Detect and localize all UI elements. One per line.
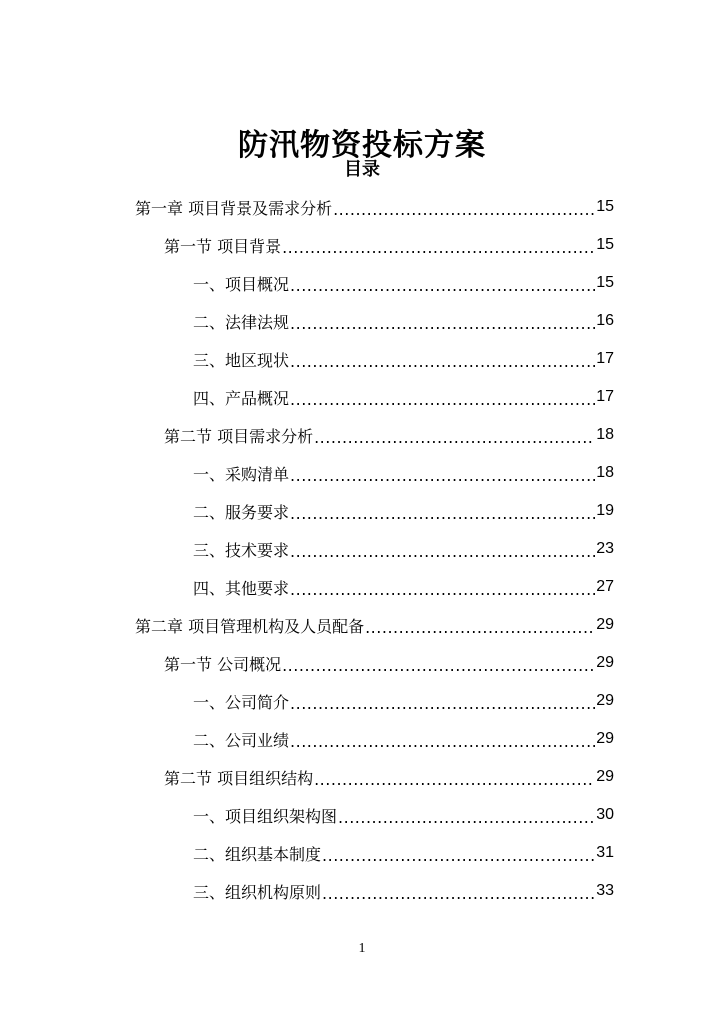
toc-entry[interactable]: [0, 492, 724, 530]
document-title: 防汛物资投标方案: [238, 128, 486, 164]
toc-entry[interactable]: [0, 682, 724, 720]
dot-leader: [322, 846, 595, 865]
dot-leader: [314, 428, 595, 447]
toc-entry-label: 二、服务要求: [193, 502, 290, 522]
table-of-contents: [0, 188, 724, 910]
toc-entry-label: 三、技术要求: [193, 540, 290, 560]
toc-entry-label: 三、组织机构原则: [193, 882, 322, 902]
toc-entry-label: 一、项目组织架构图: [193, 806, 338, 826]
toc-entry-page: 29: [596, 768, 614, 785]
toc-heading: 目录: [344, 159, 380, 180]
toc-entry[interactable]: [0, 644, 724, 682]
toc-entry[interactable]: [0, 416, 724, 454]
toc-entry[interactable]: [0, 302, 724, 340]
dot-leader: [365, 618, 595, 637]
toc-entry-page: 18: [596, 426, 614, 443]
toc-entry[interactable]: [0, 530, 724, 568]
dot-leader: [290, 732, 595, 751]
toc-entry-page: 15: [596, 236, 614, 253]
toc-entry-page: 15: [596, 274, 614, 291]
dot-leader: [314, 770, 595, 789]
dot-leader: [290, 542, 595, 561]
toc-entry-label: 四、产品概况: [193, 388, 290, 408]
dot-leader: [290, 276, 595, 295]
toc-entry[interactable]: [0, 834, 724, 872]
dot-leader: [290, 580, 595, 599]
toc-entry-label: 第二章 项目管理机构及人员配备: [135, 616, 365, 636]
page-number: 1: [358, 941, 366, 956]
toc-entry-page: 18: [596, 464, 614, 481]
toc-entry-label: 第一节 公司概况: [164, 654, 282, 674]
toc-entry-page: 23: [596, 540, 614, 557]
toc-entry-page: 31: [596, 844, 614, 861]
toc-entry[interactable]: [0, 340, 724, 378]
toc-entry[interactable]: [0, 568, 724, 606]
toc-entry-page: 29: [596, 616, 614, 633]
toc-entry-page: 15: [596, 198, 614, 215]
toc-entry[interactable]: [0, 758, 724, 796]
toc-entry-page: 16: [596, 312, 614, 329]
toc-entry-page: 29: [596, 692, 614, 709]
toc-entry-label: 第二节 项目需求分析: [164, 426, 314, 446]
toc-entry[interactable]: [0, 720, 724, 758]
dot-leader: [322, 884, 595, 903]
toc-entry-label: 三、地区现状: [193, 350, 290, 370]
dot-leader: [290, 694, 595, 713]
dot-leader: [290, 314, 595, 333]
toc-entry-label: 二、组织基本制度: [193, 844, 322, 864]
toc-entry-label: 一、公司简介: [193, 692, 290, 712]
toc-entry-label: 第二节 项目组织结构: [164, 768, 314, 788]
toc-entry-page: 29: [596, 654, 614, 671]
toc-entry-page: 27: [596, 578, 614, 595]
toc-entry-label: 一、项目概况: [193, 274, 290, 294]
toc-entry-label: 第一章 项目背景及需求分析: [135, 198, 333, 218]
toc-entry-page: 17: [596, 388, 614, 405]
dot-leader: [290, 352, 595, 371]
dot-leader: [282, 238, 595, 257]
toc-entry-label: 第一节 项目背景: [164, 236, 282, 256]
toc-entry-page: 29: [596, 730, 614, 747]
toc-entry[interactable]: [0, 378, 724, 416]
toc-entry[interactable]: [0, 226, 724, 264]
toc-entry[interactable]: [0, 188, 724, 226]
dot-leader: [290, 504, 595, 523]
toc-entry[interactable]: [0, 606, 724, 644]
toc-entry-label: 二、公司业绩: [193, 730, 290, 750]
dot-leader: [290, 390, 595, 409]
toc-entry[interactable]: [0, 264, 724, 302]
toc-entry-page: 17: [596, 350, 614, 367]
dot-leader: [290, 466, 595, 485]
toc-entry-label: 四、其他要求: [193, 578, 290, 598]
dot-leader: [338, 808, 595, 827]
dot-leader: [282, 656, 595, 675]
toc-entry[interactable]: [0, 872, 724, 910]
toc-entry-page: 33: [596, 882, 614, 899]
toc-entry-page: 30: [596, 806, 614, 823]
dot-leader: [333, 200, 595, 219]
toc-entry-label: 一、采购清单: [193, 464, 290, 484]
toc-entry[interactable]: [0, 454, 724, 492]
toc-entry[interactable]: [0, 796, 724, 834]
toc-entry-label: 二、法律法规: [193, 312, 290, 332]
toc-entry-page: 19: [596, 502, 614, 519]
